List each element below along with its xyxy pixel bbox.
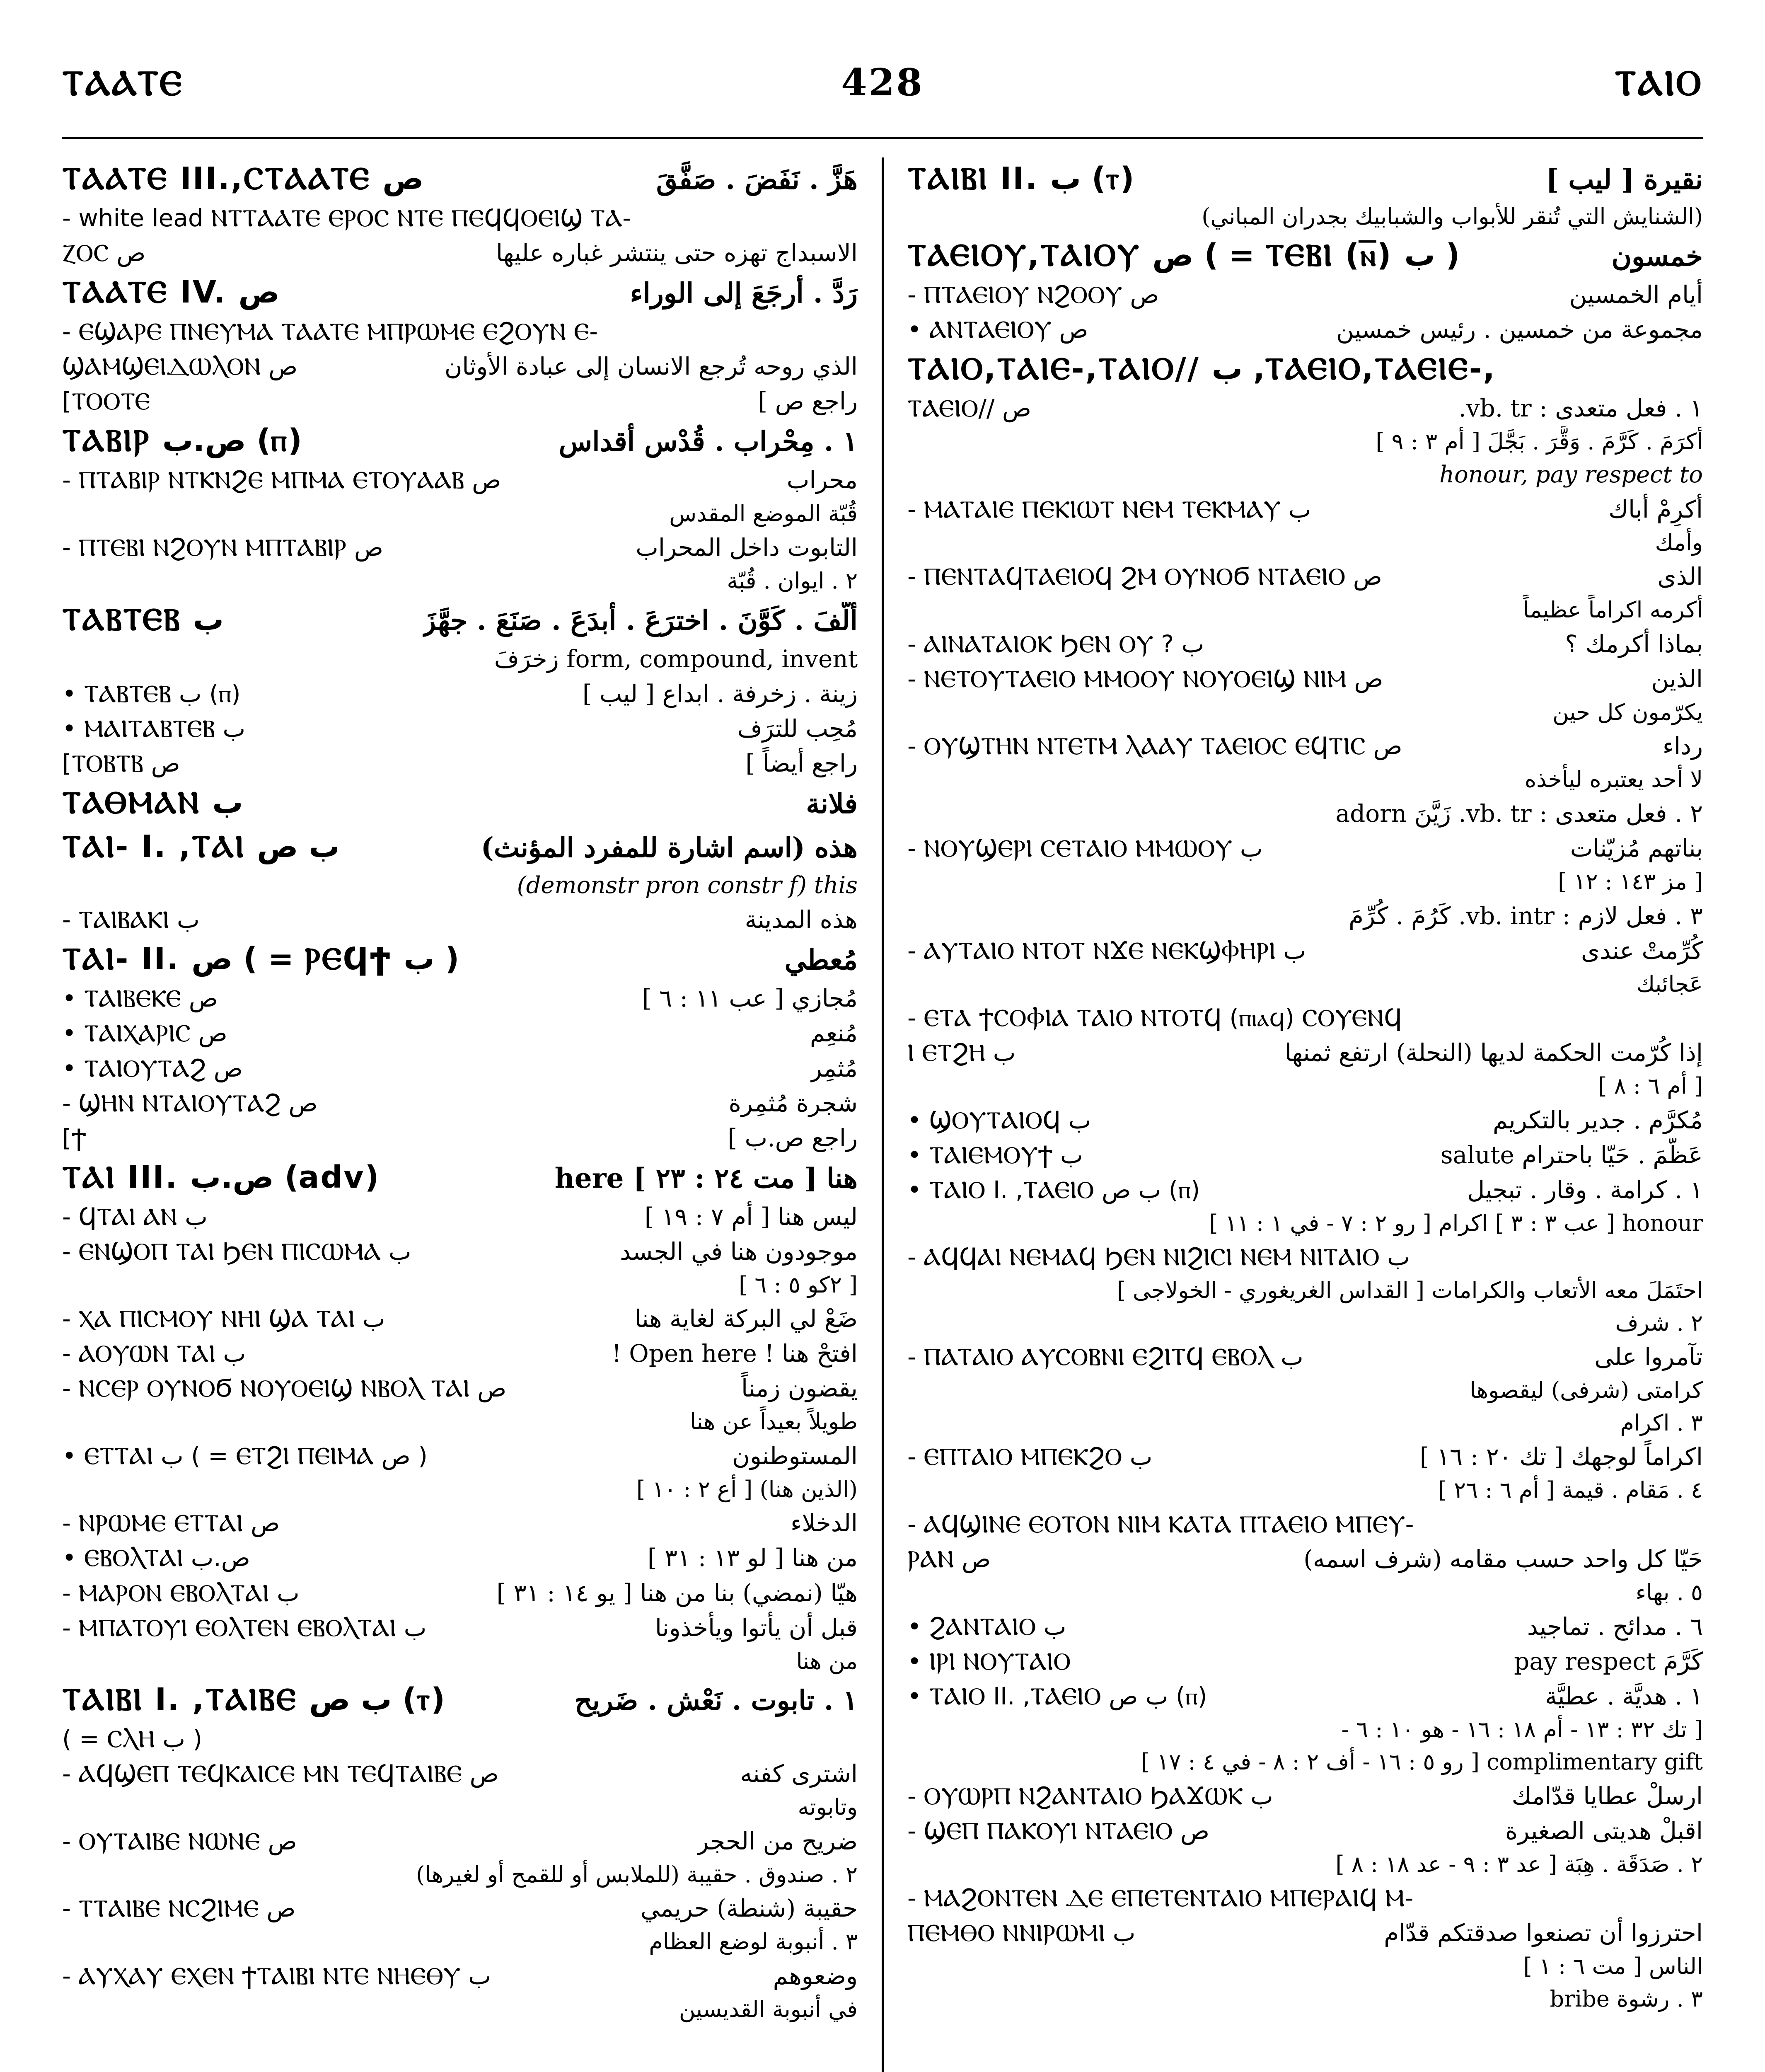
coptic-text: - ⲀⲨⲬⲀⲨ ⲈⲬⲈⲚ ϮⲦⲀⲒⲂⲒ ⲚⲦⲈ ⲚⲎⲈⲐⲨ ب bbox=[62, 1961, 491, 1990]
coptic-text: - ⲞⲨⲦⲀⲒⲂⲈ ⲚⲰⲚⲈ ص bbox=[62, 1827, 297, 1855]
arabic-text: ١ . كرامة . وقار . تبجيل bbox=[1467, 1175, 1703, 1204]
arabic-line: أكرمه اكراماً عظيماً bbox=[1523, 597, 1703, 623]
coptic-text: - ⲦⲀⲒⲂⲀⲔⲒ ب bbox=[62, 905, 200, 934]
arabic-text: راجع أيضاً ] bbox=[745, 749, 858, 777]
coptic-text: - ⲈⲚϢⲞⲠ ⲦⲀⲒ ϦⲈⲚ ⲠⲒⲤⲰⲘⲀ ب bbox=[62, 1237, 411, 1266]
coptic-text: • ⲦⲀⲂⲦⲈⲂ ب (ⲡ) bbox=[62, 679, 241, 708]
example-line bbox=[62, 1235, 858, 1268]
coptic-text: - ⲠⲈⲚⲦⲀϤⲦⲀⲈⲒⲞϤ ϨⲘ ⲞⲨⲚⲞϬ ⲚⲦⲀⲈⲒⲞ ص bbox=[907, 562, 1382, 591]
example-line bbox=[907, 1645, 1703, 1678]
running-head-right: ⲦⲀⲒⲞ bbox=[1615, 62, 1703, 103]
coptic-text: ⲦⲀⲂⲒⲢ ص.ب (ⲡ) bbox=[62, 423, 302, 459]
coptic-text: [ⲦⲞⲞⲦⲈ bbox=[62, 387, 150, 416]
arabic-text: هَزَّ . نَفَضَ . صَفَّقَ bbox=[656, 163, 858, 196]
example-line bbox=[907, 627, 1703, 661]
arabic-text: رَدَّ . أرجَعَ إلى الوراء bbox=[630, 277, 858, 310]
coptic-text: • ⲦⲀⲒⲬⲀⲢⲒⲤ ص bbox=[62, 1019, 227, 1048]
arabic-line: ٣ . رشوة bribe bbox=[1550, 1985, 1703, 2012]
arabic-text: form, compound, invent زخرَفَ bbox=[494, 644, 858, 673]
example-line bbox=[907, 1173, 1703, 1206]
arabic-line: [ تك ٣٢ : ١٣ - أم ١٨ : ١٦ - هو ١٠ : ٦ - bbox=[1341, 1716, 1703, 1743]
arabic-line: ٤ . مَقام . قيمة [ أم ٦ : ٢٦ ] bbox=[1438, 1477, 1703, 1503]
arabic-text: أكرِمْ أباك bbox=[1608, 495, 1703, 523]
example-line bbox=[907, 392, 1703, 425]
example-line bbox=[62, 1200, 858, 1233]
example-line bbox=[62, 1052, 858, 1085]
coptic-text: - ⲦⲦⲀⲒⲂⲈ ⲚⲤϨⲒⲘⲈ ص bbox=[62, 1894, 296, 1923]
example-line bbox=[907, 934, 1703, 967]
headword-line bbox=[62, 419, 858, 462]
arabic-text: الذي روحه تُرجع الانسان إلى عبادة الأوثان bbox=[444, 352, 858, 381]
arabic-line: وتابوته bbox=[798, 1794, 858, 1820]
coptic-text: ⲦⲀⲒⲂⲒ II. ب (ⲧ) bbox=[907, 161, 1134, 196]
coptic-text: - ⲈϢⲀⲢⲈ ⲠⲚⲈⲨⲘⲀ ⲦⲀⲀⲦⲈ ⲘⲠⲢⲰⲘⲈ ⲈϨⲞⲨⲚ Ⲉ- bbox=[62, 317, 598, 346]
arabic-line: كرامتى (شرفى) ليقصوها bbox=[1470, 1377, 1703, 1404]
arabic-line: ٣ . اكرام bbox=[1620, 1409, 1703, 1436]
arabic-line: لا أحد يعتبره ليأخذه bbox=[1525, 766, 1703, 793]
example-line bbox=[62, 903, 858, 936]
coptic-text: - ⲚⲢⲰⲘⲈ ⲈⲦⲦⲀⲒ ص bbox=[62, 1509, 280, 1537]
coptic-text: ⲠⲈⲘⲐⲞ ⲚⲚⲒⲢⲰⲘⲒ ب bbox=[907, 1919, 1136, 1947]
arabic-text: هنا [ مت ٢٤ : ٢٣ ] here bbox=[554, 1162, 858, 1194]
coptic-text: ϢⲀⲘϢⲈⲒⲆⲰⲖⲞⲚ ص bbox=[62, 352, 298, 381]
arabic-text: كُرِّمتْ عندى bbox=[1581, 936, 1703, 965]
arabic-text: اقبلْ هديتى الصغيرة bbox=[1505, 1816, 1703, 1845]
arabic-line: قُبّة الموضع المقدس bbox=[669, 500, 858, 527]
example-line bbox=[907, 1542, 1703, 1576]
coptic-text: - ⲚⲞⲨϢⲈⲢⲒ ⲤⲈⲦⲀⲒⲞ ⲘⲘⲰⲞⲨ ب bbox=[907, 834, 1263, 862]
arabic-text: تآمروا على bbox=[1594, 1343, 1703, 1371]
example-line bbox=[62, 1722, 858, 1755]
coptic-text: - ϢⲎⲚ ⲚⲦⲀⲒⲞⲨⲦⲀϨ ص bbox=[62, 1089, 318, 1117]
example-line bbox=[62, 1576, 858, 1610]
example-line bbox=[62, 201, 858, 235]
english-gloss: (demonstr pron constr f) this bbox=[517, 872, 858, 899]
arabic-line: [ مز ١٤٣ : ١٢ ] bbox=[1558, 869, 1703, 895]
arabic-text: افتحْ هنا ! Open here ! bbox=[612, 1339, 858, 1368]
coptic-text: ⲦⲀⲀⲦⲈ III.,ⲤⲦⲀⲀⲦⲈ ص bbox=[62, 161, 424, 196]
coptic-text: - ⲞⲨⲰⲢⲠ ⲚϨⲀⲚⲦⲀⲒⲞ ϦⲀϪⲰⲔ ب bbox=[907, 1782, 1273, 1810]
coptic-text: ⲦⲀⲂⲦⲈⲂ ب bbox=[62, 601, 224, 637]
arabic-line: ٢ . ايوان . قُبّة bbox=[727, 568, 858, 594]
arabic-text: شجرة مُثمِرة bbox=[728, 1089, 858, 1117]
arabic-text: ١ . مِحْراب . قُدْس أقداس bbox=[559, 425, 858, 458]
coptic-text: - ⲘⲀϨⲞⲚⲦⲈⲚ ⲆⲈ ⲈⲠⲈⲦⲈⲚⲦⲀⲒⲞ ⲘⲠⲈⲢⲀⲒϤ Ⲙ- bbox=[907, 1884, 1414, 1912]
arabic-text: حَيّا كل واحد حسب مقامه (شرف اسمه) bbox=[1303, 1544, 1703, 1573]
coptic-text: • ⲦⲀⲒⲞⲨⲦⲀϨ ص bbox=[62, 1054, 243, 1082]
example-line bbox=[907, 832, 1703, 865]
coptic-text: ⲌⲞⲤ ص bbox=[62, 239, 146, 267]
coptic-text: ⲦⲀⲒ- I. ,ⲦⲀⲒ ب ص bbox=[62, 828, 340, 864]
arabic-line: عَجائبك bbox=[1636, 971, 1703, 997]
arabic-text: حقيبة (شنطة) حريمي bbox=[640, 1894, 858, 1923]
example-line bbox=[62, 1611, 858, 1644]
arabic-line: ٢ . صَدَقَة . هِبَة [ عد ٣ : ٩ - عد ١٨ : ٨ ] bbox=[1335, 1851, 1703, 1877]
header-rule bbox=[62, 137, 1703, 139]
coptic-text: • ⲦⲀⲒⲞ II. ,ⲦⲀⲈⲒⲞ ب ص (ⲡ) bbox=[907, 1682, 1207, 1710]
coptic-text: • ⲈⲂⲞⲖⲦⲀⲒ ص.ب bbox=[62, 1544, 250, 1572]
example-line bbox=[62, 350, 858, 383]
example-line bbox=[62, 747, 858, 780]
coptic-text: • ⲘⲀⲒⲦⲀⲂⲦⲈⲂ ب bbox=[62, 714, 246, 743]
arabic-text: كَرَّمَ pay respect bbox=[1514, 1647, 1703, 1675]
example-line bbox=[62, 1121, 858, 1155]
arabic-text: بماذا أُكرمك ؟ bbox=[1565, 629, 1703, 658]
coptic-text: - ⲠⲦⲈⲂⲒ ⲚϨⲞⲨⲚ ⲘⲠⲦⲀⲂⲒⲢ ص bbox=[62, 533, 383, 562]
coptic-text: Ⲓ ⲈⲦϨⲎ ب bbox=[907, 1038, 1016, 1067]
right-column bbox=[907, 157, 1703, 2072]
coptic-text: • ⲈⲦⲦⲀⲒ ب ( = ⲈⲦϨⲒ ⲠⲈⲒⲘⲀ ص ) bbox=[62, 1441, 428, 1470]
example-line bbox=[907, 729, 1703, 762]
arabic-line: وأمك bbox=[1655, 529, 1703, 556]
example-line bbox=[62, 1087, 858, 1120]
example-line bbox=[62, 1757, 858, 1790]
example-line bbox=[62, 236, 858, 269]
arabic-line: [ أم ٦ : ٨ ] bbox=[1598, 1073, 1703, 1099]
arabic-line: ٢ . صندوق . حقيبة (للملابس أو للقمح أو لغيرها) bbox=[416, 1861, 858, 1888]
arabic-text: ضَعْ لي البركة لغاية هنا bbox=[634, 1305, 858, 1333]
coptic-text: ⲦⲀⲈⲒⲞⲨ,ⲦⲀⲒⲞⲨ ص ( = ⲦⲈⲂⲒ (ⲛ̅) ب ) bbox=[907, 237, 1461, 273]
headword-line bbox=[62, 1678, 858, 1721]
coptic-text: [Ϯ bbox=[62, 1123, 87, 1152]
example-line bbox=[907, 1001, 1703, 1034]
coptic-text: ⲦⲀⲐⲘⲀⲚ ب bbox=[62, 784, 243, 821]
example-line bbox=[62, 315, 858, 348]
arabic-text: موجودون هنا في الجسد bbox=[620, 1237, 858, 1266]
arabic-text: إذا كُرّمت الحكمة لديها (النحلة) ارتفع ثمنها bbox=[1284, 1038, 1703, 1067]
page-number: 428 bbox=[841, 61, 924, 104]
arabic-line: يكرّمون كل حين bbox=[1552, 699, 1703, 725]
coptic-text: • ⲀⲚⲦⲀⲈⲒⲞⲨ ص bbox=[907, 315, 1088, 344]
arabic-text: ٣ . فعل لازم : vb. intr. كَرُمَ . كُرِّمَ bbox=[1349, 901, 1703, 930]
example-line bbox=[907, 662, 1703, 695]
running-head-left: ⲦⲀⲀⲦⲈ bbox=[62, 62, 184, 103]
column-divider bbox=[882, 157, 884, 2072]
example-line bbox=[62, 385, 858, 418]
coptic-text: - ⲈⲦⲀ ϮⲤⲞⲪⲒⲀ ⲦⲀⲒⲞ ⲚⲦⲞⲦϤ (ⲡⲓⲁϥ) ⲤⲞⲨⲈⲚϤ bbox=[907, 1004, 1402, 1032]
arabic-text: مُعطي bbox=[784, 944, 858, 976]
example-line bbox=[62, 1892, 858, 1925]
arabic-text: مُثمِر bbox=[810, 1054, 858, 1082]
coptic-text: - ⲠⲀⲦⲀⲒⲞ ⲀⲨⲤⲞⲂⲚⲒ ⲈϨⲒⲦϤ ⲈⲂⲞⲖ ب bbox=[907, 1343, 1303, 1371]
arabic-text: أيام الخمسين bbox=[1569, 280, 1703, 309]
example-line bbox=[907, 1036, 1703, 1069]
coptic-text: - ⲀⲒⲚⲀⲦⲀⲒⲞⲔ ϦⲈⲚ ⲞⲨ ? ب bbox=[907, 629, 1204, 658]
arabic-text: رداء bbox=[1662, 732, 1703, 760]
arabic-line: complimentary gift [ رو ٥ : ١٦ - أف ٢ : ٨ - في ٤ : ١٧ ] bbox=[1141, 1749, 1703, 1775]
arabic-text: التابوت داخل المحراب bbox=[636, 533, 858, 562]
example-line bbox=[62, 712, 858, 745]
example-line bbox=[62, 463, 858, 496]
example-line bbox=[62, 531, 858, 564]
english-gloss: honour, pay respect to bbox=[1439, 461, 1703, 489]
arabic-text: الذين bbox=[1651, 664, 1703, 693]
arabic-text: راجع ص.ب ] bbox=[728, 1123, 858, 1152]
arabic-line: [ ٢كو ٥ : ٦ ] bbox=[739, 1271, 858, 1298]
arabic-text: ١ . فعل متعدى : vb. tr. bbox=[1458, 394, 1703, 422]
coptic-text: - ⲈⲠⲦⲀⲒⲞ ⲘⲠⲈⲔϨⲞ ب bbox=[907, 1443, 1153, 1471]
arabic-text: نقيرة [ ليب ] bbox=[1546, 163, 1703, 196]
example-line bbox=[62, 1302, 858, 1335]
headword-line bbox=[62, 271, 858, 313]
headword-line bbox=[907, 348, 1703, 390]
arabic-line: الناس [ مت ٦ : ١ ] bbox=[1523, 1953, 1703, 1980]
arabic-text: وضعوهم bbox=[773, 1961, 858, 1990]
arabic-text: عَظَّمَ . حَيّا باحترام salute bbox=[1440, 1140, 1703, 1169]
arabic-line: ٣ . أنبوبة لوضع العظام bbox=[649, 1929, 858, 1955]
arabic-text: ٦ . مدائح . تماجيد bbox=[1527, 1612, 1703, 1641]
coptic-text: ⲦⲀⲒⲞ,ⲦⲀⲒⲈ-,ⲦⲀⲒⲞ// ب ,ⲦⲀⲈⲒⲞ,ⲦⲀⲈⲒⲈ-, bbox=[907, 351, 1496, 387]
coptic-text: - ⲘⲠⲀⲦⲞⲨⲒ ⲈⲞⲖⲦⲈⲚ ⲈⲂⲞⲖⲦⲀⲒ ب bbox=[62, 1613, 427, 1642]
coptic-text: • ⲦⲀⲒⲈⲘⲞⲨϮ ب bbox=[907, 1140, 1083, 1169]
arabic-text: المستوطنون bbox=[732, 1441, 858, 1470]
coptic-text: ( = ⲤⲖⲎ ب ) bbox=[62, 1725, 203, 1753]
arabic-line: أكرَمَ . كَرَّمَ . وَقَّرَ . بَجَّلَ [ أم ٣ : ٩ ] bbox=[1376, 428, 1703, 455]
coptic-text: - ⲀϤϢⲈⲠ ⲦⲈϤⲔⲀⲒⲤⲈ ⲘⲚ ⲦⲈϤⲦⲀⲒⲂⲈ ص bbox=[62, 1760, 499, 1788]
arabic-text: اشترى كفنه bbox=[740, 1760, 858, 1788]
headword-line bbox=[62, 157, 858, 200]
arabic-text: من هنا [ لو ١٣ : ٣١ ] bbox=[647, 1544, 858, 1572]
coptic-text: ⲦⲀⲒ- II. ص ( = ⲢⲈϤϮ ب ) bbox=[62, 941, 459, 977]
coptic-text: - white lead ⲚⲦⲦⲀⲀⲦⲈ ⲈⲢⲞⲤ ⲚⲦⲈ ⲠⲈϤϤⲞⲈⲒϢ ⲦⲀ- bbox=[62, 204, 631, 232]
arabic-line: احتَمَلَ معه الأتعاب والكرامات [ القداس الغريغوري - الخولاجى ] bbox=[1117, 1277, 1703, 1304]
arabic-text: ألّفَ . كَوَّنَ . اخترَعَ . أبدَعَ . صَنَعَ . جهَّزَ bbox=[423, 604, 858, 637]
example-line bbox=[907, 1104, 1703, 1137]
coptic-text: - ⲠⲦⲀⲈⲒⲞⲨ ⲚϨⲞⲞⲨ ص bbox=[907, 280, 1159, 309]
headword-line bbox=[907, 234, 1703, 276]
example-line bbox=[907, 1240, 1703, 1273]
arabic-line: ٥ . بهاء bbox=[1635, 1579, 1703, 1606]
coptic-text: ⲦⲀⲒ III. ص.ب (adv) bbox=[62, 1159, 379, 1195]
example-line bbox=[62, 1017, 858, 1050]
example-line bbox=[62, 1506, 858, 1539]
coptic-text: - ⲀⲞⲨⲰⲚ ⲦⲀⲒ ب bbox=[62, 1339, 246, 1368]
arabic-text: محراب bbox=[786, 466, 858, 494]
example-line bbox=[907, 797, 1703, 830]
arabic-line: من هنا bbox=[796, 1648, 858, 1674]
example-line bbox=[907, 560, 1703, 593]
example-line bbox=[62, 1439, 858, 1472]
example-line bbox=[907, 1610, 1703, 1643]
arabic-text: الاسبداج تهزه حتى ينتشر غباره عليها bbox=[496, 239, 858, 267]
arabic-text: فلانة bbox=[806, 787, 858, 820]
headword-line bbox=[62, 938, 858, 980]
coptic-text: - ⲀϤϢⲒⲚⲈ ⲈⲞⲦⲞⲚ ⲚⲒⲘ ⲔⲀⲦⲀ ⲠⲦⲀⲈⲒⲞ ⲘⲠⲈⲨ- bbox=[907, 1510, 1414, 1538]
arabic-text: قبل أن يأتوا ويأخذونا bbox=[655, 1613, 858, 1642]
arabic-text: الذى bbox=[1657, 562, 1703, 591]
arabic-text: زينة . زخرفة . ابداع [ ليب ] bbox=[582, 679, 858, 708]
example-line bbox=[907, 313, 1703, 346]
example-line bbox=[907, 278, 1703, 311]
coptic-text: • ⲦⲀⲒⲂⲈⲔⲈ ص bbox=[62, 984, 218, 1013]
coptic-text: - ϢⲈⲠ ⲠⲀⲔⲞⲨⲒ ⲚⲦⲀⲈⲒⲞ ص bbox=[907, 1816, 1210, 1845]
example-line bbox=[62, 1959, 858, 1992]
example-line bbox=[907, 1138, 1703, 1172]
arabic-line: طويلاً بعيداً عن هنا bbox=[690, 1409, 858, 1435]
example-line bbox=[62, 1541, 858, 1574]
coptic-text: - ⲠⲦⲀⲂⲒⲢ ⲚⲦⲔⲚϨⲈ ⲘⲠⲘⲀ ⲈⲦⲞⲨⲀⲀⲂ ص bbox=[62, 466, 501, 494]
coptic-text: • ⲦⲀⲒⲞ I. ,ⲦⲀⲈⲒⲞ ب ص (ⲡ) bbox=[907, 1175, 1200, 1204]
arabic-line: (الشنايش التي تُنقر للأبواب والشبابيك بجدران المباني) bbox=[1202, 203, 1703, 230]
headword-line bbox=[62, 825, 858, 868]
arabic-text: ٢ . فعل متعدى : vb. tr. زَيَّنَ adorn bbox=[1335, 799, 1703, 828]
arabic-text: خمسون bbox=[1611, 240, 1703, 272]
arabic-text: هذه (اسم اشارة للمفرد المؤنث) bbox=[481, 831, 858, 864]
example-line bbox=[907, 1881, 1703, 1915]
headword-line bbox=[62, 598, 858, 641]
coptic-text: - ⲚⲤⲈⲢ ⲞⲨⲚⲞϬ ⲚⲞⲨⲞⲈⲒϢ ⲚⲂⲞⲖ ⲦⲀⲒ ص bbox=[62, 1374, 507, 1403]
arabic-text: مُنعِم bbox=[810, 1019, 858, 1048]
arabic-text: يقضون زمناً bbox=[741, 1374, 858, 1403]
example-line bbox=[62, 1372, 858, 1405]
coptic-text: - ϤⲦⲀⲒ ⲀⲚ ب bbox=[62, 1202, 208, 1231]
example-line bbox=[907, 1440, 1703, 1473]
arabic-line: honour [ عب ٣ : ٣ ] اكرام [ رو ٢ : ٧ - في ١ : ١١ ] bbox=[1209, 1210, 1703, 1236]
arabic-text: مُجازي [ عب ١١ : ٦ ] bbox=[642, 984, 858, 1013]
coptic-text: - ⲘⲀⲦⲀⲒⲈ ⲠⲈⲔⲒⲰⲦ ⲚⲈⲘ ⲦⲈⲔⲘⲀⲨ ب bbox=[907, 495, 1311, 523]
headword-line bbox=[62, 1156, 858, 1198]
coptic-text: ⲦⲀⲀⲦⲈ IV. ص bbox=[62, 274, 280, 310]
arabic-line: في أنبوبة القديسين bbox=[679, 1996, 858, 2022]
arabic-text: ١ . تابوت . نَعْش . ضَريح bbox=[574, 1684, 858, 1717]
example-line bbox=[907, 1508, 1703, 1541]
coptic-text: - ⲀⲨⲦⲀⲒⲞ ⲚⲦⲞⲦ ⲚϪⲈ ⲚⲈⲔϢⲪⲎⲢⲒ ب bbox=[907, 936, 1306, 965]
example-line bbox=[907, 1680, 1703, 1713]
arabic-text: احترزوا أن تصنعوا صدقتكم قدّام bbox=[1384, 1919, 1703, 1947]
coptic-text: • ⲒⲢⲒ ⲚⲞⲨⲦⲀⲒⲞ bbox=[907, 1647, 1071, 1675]
example-line bbox=[62, 677, 858, 710]
headword-line bbox=[907, 157, 1703, 200]
coptic-text: - ⲀϤϤⲀⲒ ⲚⲈⲘⲀϤ ϦⲈⲚ ⲚⲒϨⲒⲤⲒ ⲚⲈⲘ ⲚⲒⲦⲀⲒⲞ ب bbox=[907, 1243, 1410, 1271]
arabic-text: مجموعة من خمسين . رئيس خمسين bbox=[1336, 315, 1703, 344]
left-column bbox=[62, 157, 858, 2072]
example-line bbox=[907, 1340, 1703, 1373]
coptic-text: - ⲞⲨϢⲦⲎⲚ ⲚⲦⲈⲦⲘ ⲖⲀⲀⲨ ⲦⲀⲈⲒⲞⲤ ⲈϤⲦⲒⲤ ص bbox=[907, 732, 1402, 760]
coptic-text: - ⲚⲈⲦⲞⲨⲦⲀⲈⲒⲞ ⲘⲘⲞⲞⲨ ⲚⲞⲨⲞⲈⲒϢ ⲚⲒⲘ ص bbox=[907, 664, 1383, 693]
coptic-text: ⲢⲀⲚ ص bbox=[907, 1544, 991, 1573]
example-line bbox=[62, 1825, 858, 1858]
example-line bbox=[62, 642, 858, 675]
arabic-text: هذه المدينة bbox=[745, 905, 858, 934]
headword-line bbox=[62, 782, 858, 824]
arabic-text: مُحِب للترَف bbox=[737, 714, 858, 743]
coptic-text: - ⲬⲀ ⲠⲒⲤⲘⲞⲨ ⲚⲎⲒ ϢⲀ ⲦⲀⲒ ب bbox=[62, 1305, 385, 1333]
arabic-text: ضريح من الحجر bbox=[697, 1827, 858, 1855]
arabic-text: الدخلاء bbox=[791, 1509, 858, 1537]
example-line bbox=[62, 982, 858, 1015]
coptic-text: ⲦⲀⲒⲂⲒ I. ,ⲦⲀⲒⲂⲈ ب ص (ⲧ) bbox=[62, 1682, 445, 1718]
arabic-text: بناتهم مُزيّنات bbox=[1570, 834, 1703, 862]
coptic-text: • ϨⲀⲚⲦⲀⲒⲞ ب bbox=[907, 1612, 1066, 1641]
arabic-text: ١ . هديَّة . عطيَّة bbox=[1545, 1682, 1703, 1710]
arabic-text: راجع ص ] bbox=[758, 387, 858, 416]
arabic-text: ارسلْ عطايا قدّامك bbox=[1511, 1782, 1703, 1810]
arabic-text: اكراماً لوجهك [ تك ٢٠ : ١٦ ] bbox=[1419, 1443, 1703, 1471]
coptic-text: [ⲦⲞⲂⲦⲂ ص bbox=[62, 749, 180, 777]
example-line bbox=[907, 1916, 1703, 1949]
example-line bbox=[907, 1814, 1703, 1847]
example-line bbox=[62, 1337, 858, 1370]
coptic-text: • ϢⲞⲨⲦⲀⲒⲞϤ ب bbox=[907, 1106, 1091, 1134]
arabic-text: مُكرَّم . جدير بالتكريم bbox=[1493, 1106, 1703, 1134]
coptic-text: - ⲘⲀⲢⲞⲚ ⲈⲂⲞⲖⲦⲀⲒ ب bbox=[62, 1578, 300, 1607]
example-line bbox=[907, 493, 1703, 526]
arabic-text: هيّا (نمضي) بنا من هنا [ يو ١٤ : ٣١ ] bbox=[496, 1578, 858, 1607]
example-line bbox=[907, 1779, 1703, 1813]
arabic-text: ليس هنا [ أم ٧ : ١٩ ] bbox=[644, 1202, 858, 1231]
arabic-line: (الذين هنا) [ أع ٢ : ١٠ ] bbox=[636, 1476, 858, 1502]
arabic-line: ٢ . شرف bbox=[1615, 1310, 1703, 1336]
example-line bbox=[907, 899, 1703, 932]
coptic-text: ⲦⲀⲈⲒⲞ// ص bbox=[907, 394, 1032, 422]
